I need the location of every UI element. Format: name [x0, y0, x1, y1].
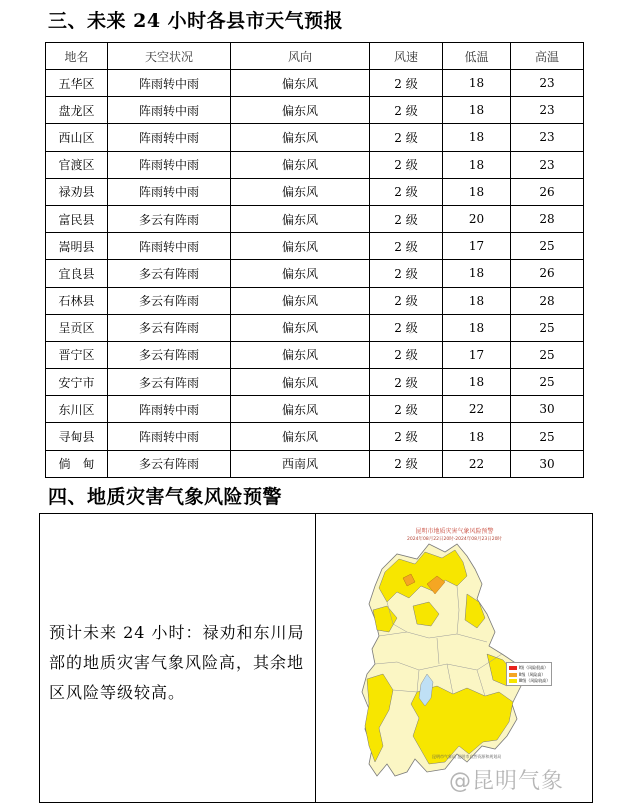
table-row	[46, 233, 584, 260]
cell-wind-direction: 偏东风	[231, 97, 370, 124]
cell-low-temp: 18	[443, 260, 511, 287]
table-row	[46, 369, 584, 396]
cell-high-temp: 25	[511, 314, 584, 341]
cell-location: 富民县	[46, 205, 108, 232]
cell-low-temp: 17	[443, 233, 511, 260]
header-sky: 天空状况	[108, 43, 231, 70]
cell-sky: 阵雨转中雨	[108, 423, 231, 450]
risk-description: 预计未来 24 小时：禄劝和东川局部的地质灾害气象风险高，其余地区风险等级较高。	[49, 623, 305, 702]
forecast-table	[45, 42, 584, 478]
cell-high-temp: 28	[511, 287, 584, 314]
cell-sky: 多云有阵雨	[108, 260, 231, 287]
legend-label-level2: II级（风险高）	[519, 671, 546, 677]
cell-wind-direction: 偏东风	[231, 369, 370, 396]
cell-sky: 多云有阵雨	[108, 205, 231, 232]
cell-location: 石林县	[46, 287, 108, 314]
cell-wind-speed: 2 级	[370, 450, 443, 477]
cell-high-temp: 30	[511, 396, 584, 423]
cell-wind-direction: 偏东风	[231, 70, 370, 97]
cell-wind-speed: 2 级	[370, 260, 443, 287]
cell-wind-direction: 偏东风	[231, 423, 370, 450]
cell-high-temp: 23	[511, 124, 584, 151]
cell-low-temp: 20	[443, 205, 511, 232]
table-row	[46, 178, 584, 205]
map-subtitle: 2024年08月22日20时-2024年08月23日20时	[407, 537, 502, 542]
risk-text-cell	[40, 514, 316, 802]
cell-sky: 多云有阵雨	[108, 369, 231, 396]
cell-location: 嵩明县	[46, 233, 108, 260]
cell-location: 晋宁区	[46, 341, 108, 368]
cell-low-temp: 18	[443, 314, 511, 341]
cell-wind-direction: 偏东风	[231, 260, 370, 287]
legend-swatch-level2	[509, 673, 517, 677]
header-high-temp: 高温	[511, 43, 584, 70]
cell-wind-speed: 2 级	[370, 423, 443, 450]
table-row	[46, 314, 584, 341]
cell-low-temp: 17	[443, 341, 511, 368]
cell-wind-speed: 2 级	[370, 205, 443, 232]
cell-location: 官渡区	[46, 151, 108, 178]
section-title-geohazard: 四、地质灾害气象风险预警	[48, 486, 283, 508]
cell-location: 宜良县	[46, 260, 108, 287]
cell-high-temp: 25	[511, 233, 584, 260]
map-legend	[506, 662, 552, 686]
cell-low-temp: 18	[443, 97, 511, 124]
cell-wind-speed: 2 级	[370, 97, 443, 124]
geohazard-panel	[39, 513, 593, 803]
header-low-temp: 低温	[443, 43, 511, 70]
table-row	[46, 341, 584, 368]
cell-location: 盘龙区	[46, 97, 108, 124]
table-row	[46, 260, 584, 287]
cell-high-temp: 25	[511, 369, 584, 396]
cell-location: 呈贡区	[46, 314, 108, 341]
cell-high-temp: 26	[511, 260, 584, 287]
cell-sky: 多云有阵雨	[108, 450, 231, 477]
cell-wind-speed: 2 级	[370, 287, 443, 314]
table-row	[46, 396, 584, 423]
map-title: 昆明市地质灾害气象风险预警	[415, 528, 494, 535]
header-wind-speed: 风速	[370, 43, 443, 70]
cell-low-temp: 18	[443, 70, 511, 97]
cell-wind-direction: 偏东风	[231, 178, 370, 205]
table-row	[46, 70, 584, 97]
cell-wind-direction: 偏东风	[231, 124, 370, 151]
risk-map-cell	[317, 514, 592, 802]
cell-wind-speed: 2 级	[370, 233, 443, 260]
cell-sky: 多云有阵雨	[108, 287, 231, 314]
cell-low-temp: 18	[443, 369, 511, 396]
cell-location: 倘 甸	[46, 450, 108, 477]
cell-high-temp: 25	[511, 341, 584, 368]
legend-item-level3	[509, 678, 549, 685]
cell-wind-direction: 偏东风	[231, 233, 370, 260]
cell-sky: 阵雨转中雨	[108, 233, 231, 260]
weibo-watermark: @昆明气象	[449, 769, 565, 794]
cell-location: 安宁市	[46, 369, 108, 396]
cell-sky: 阵雨转中雨	[108, 97, 231, 124]
table-row	[46, 287, 584, 314]
cell-sky: 多云有阵雨	[108, 341, 231, 368]
cell-sky: 阵雨转中雨	[108, 178, 231, 205]
cell-wind-speed: 2 级	[370, 314, 443, 341]
cell-low-temp: 18	[443, 178, 511, 205]
cell-low-temp: 22	[443, 450, 511, 477]
cell-high-temp: 23	[511, 97, 584, 124]
cell-wind-speed: 2 级	[370, 70, 443, 97]
cell-high-temp: 26	[511, 178, 584, 205]
cell-low-temp: 18	[443, 287, 511, 314]
table-row	[46, 124, 584, 151]
cell-wind-direction: 西南风	[231, 450, 370, 477]
cell-high-temp: 23	[511, 70, 584, 97]
legend-label-level3: III级（风险较高）	[518, 678, 551, 684]
cell-wind-speed: 2 级	[370, 341, 443, 368]
cell-location: 五华区	[46, 70, 108, 97]
table-body	[46, 70, 584, 478]
cell-location: 禄劝县	[46, 178, 108, 205]
cell-location: 西山区	[46, 124, 108, 151]
cell-wind-speed: 2 级	[370, 151, 443, 178]
section-title-forecast: 三、未来 24 小时各县市天气预报	[48, 10, 344, 32]
header-wind-direction: 风向	[231, 43, 370, 70]
cell-low-temp: 18	[443, 423, 511, 450]
table-row	[46, 423, 584, 450]
cell-location: 寻甸县	[46, 423, 108, 450]
cell-high-temp: 30	[511, 450, 584, 477]
cell-location: 东川区	[46, 396, 108, 423]
table-header-row	[46, 43, 584, 70]
cell-sky: 阵雨转中雨	[108, 70, 231, 97]
cell-wind-speed: 2 级	[370, 369, 443, 396]
cell-wind-speed: 2 级	[370, 396, 443, 423]
cell-wind-speed: 2 级	[370, 178, 443, 205]
cell-high-temp: 25	[511, 423, 584, 450]
cell-low-temp: 22	[443, 396, 511, 423]
cell-wind-speed: 2 级	[370, 124, 443, 151]
cell-low-temp: 18	[443, 151, 511, 178]
table-row	[46, 151, 584, 178]
legend-label-level1: I级（风险很高）	[519, 665, 549, 671]
cell-wind-direction: 偏东风	[231, 396, 370, 423]
cell-sky: 阵雨转中雨	[108, 396, 231, 423]
legend-swatch-level1	[509, 666, 517, 670]
cell-sky: 多云有阵雨	[108, 314, 231, 341]
cell-high-temp: 28	[511, 205, 584, 232]
table-row	[46, 97, 584, 124]
cell-wind-direction: 偏东风	[231, 151, 370, 178]
cell-sky: 阵雨转中雨	[108, 124, 231, 151]
header-location: 地名	[46, 43, 108, 70]
table-row	[46, 450, 584, 477]
cell-low-temp: 18	[443, 124, 511, 151]
cell-high-temp: 23	[511, 151, 584, 178]
cell-wind-direction: 偏东风	[231, 205, 370, 232]
legend-swatch-level3	[509, 679, 517, 683]
map-footer: 昆明市气象局 昆明市自然资源和规划局	[432, 754, 502, 759]
cell-wind-direction: 偏东风	[231, 287, 370, 314]
cell-wind-direction: 偏东风	[231, 314, 370, 341]
cell-sky: 阵雨转中雨	[108, 151, 231, 178]
table-row	[46, 205, 584, 232]
cell-wind-direction: 偏东风	[231, 341, 370, 368]
